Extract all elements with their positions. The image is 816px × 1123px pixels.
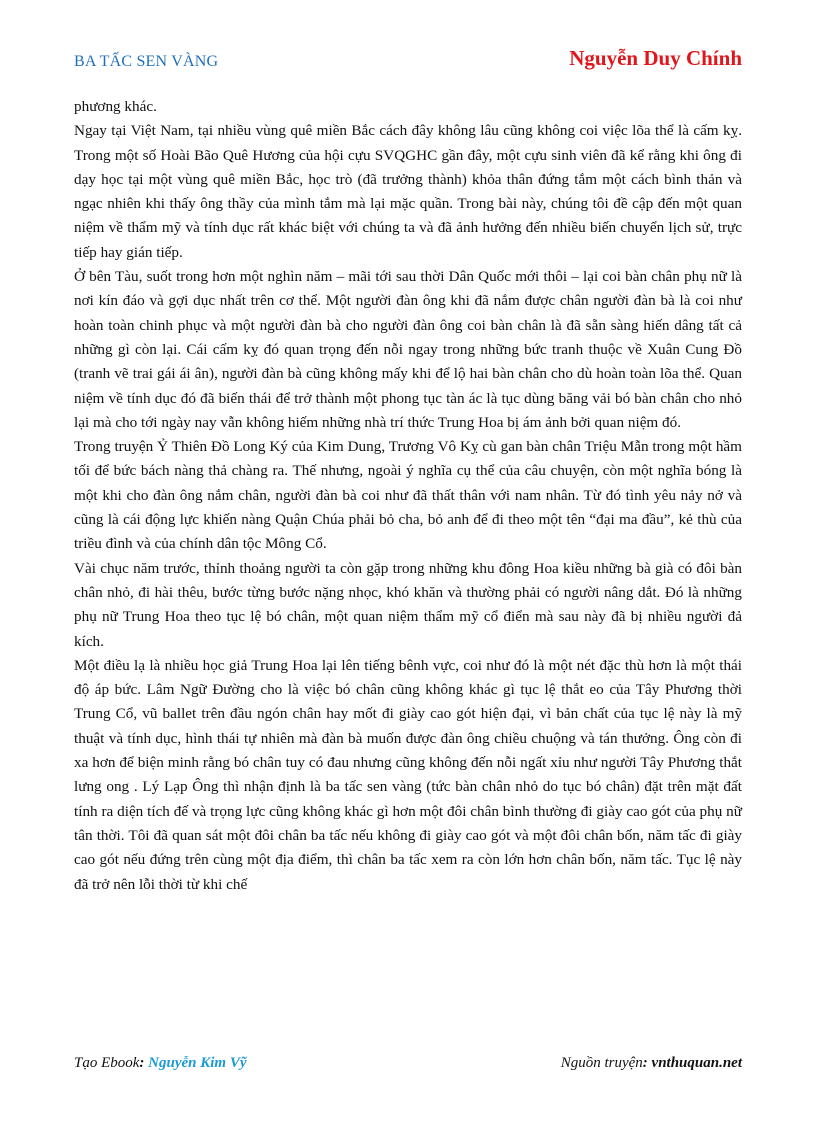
source-site: vnthuquan.net <box>651 1055 742 1071</box>
paragraph: phương khác. <box>74 98 157 115</box>
paragraph: Trong truyện Ỷ Thiên Đồ Long Ký của Kim Dung, Trương Vô Kỵ cù gan bàn chân Triệu Mẫn trong một hầm tối để bức bách nàng thả chàng ra. Thế nhưng, ngoài ý nghĩa cụ thể của câu chuyện, còn một nghĩa bóng là một khi cho đàn ông nắm chân, người đàn bà coi như đã thất thân với nam nhân. Từ đó tình yêu nảy nở và cũng là cái động lực khiến nàng Quận Chúa phải bỏ cha, bỏ anh để đi theo một tên “đại ma đầu”, kẻ thù của triều đình và của chính dân tộc Mông Cổ. <box>74 438 742 553</box>
paragraph: Ở bên Tàu, suốt trong hơn một nghìn năm – mãi tới sau thời Dân Quốc mới thôi – lại coi bàn chân phụ nữ là nơi kín đáo và gợi dục nhất trên cơ thể. Một người đàn ông khi đã nắm được chân người đàn bà là coi như hoàn toàn chinh phục và một người đàn bà cho người đàn ông coi bàn chân là đã sẵn sàng hiến dâng tất cả những gì còn lại. Cái cấm kỵ đó quan trọng đến nỗi ngay trong những bức tranh thuộc về Xuân Cung Đồ (tranh vẽ trai gái ái ân), người đàn bà cũng không mấy khi để lộ hai bàn chân cho dù hoàn toàn lõa thể. Quan niệm về tính dục đó đã biến thái để trở thành một phong tục tàn ác là tục dùng băng vải bó bàn chân cho nhỏ lại mà cho tới ngày nay vẫn không hiếm những nhà trí thức Trung Hoa bị ám ảnh bởi quan niệm đó. <box>74 268 742 431</box>
ebook-credit-label: Tạo Ebook <box>74 1055 140 1071</box>
page-header <box>74 46 742 80</box>
paragraph: Ngay tại Việt Nam, tại nhiều vùng quê miền Bắc cách đây không lâu cũng không coi việc lõa thể là cấm kỵ. Trong một số Hoài Bão Quê Hương của hội cựu SVQGHC gần đây, một cựu sinh viên đã kể rằng khi ông đi dạy học tại một vùng quê miền Bắc, học trò (đã trưởng thành) khỏa thân đứng tắm một cách bình thản và ngạc nhiên khi thấy ông thầy của mình tắm mà lại mặc quần. Trong bài này, chúng tôi đề cập đến một quan niệm về thẩm mỹ và tính dục rất khác biệt với chúng ta và đã ảnh hưởng đến nhiều biến chuyển lịch sử, trực tiếp hay gián tiếp. <box>74 122 742 261</box>
book-title: BA TẤC SEN VÀNG <box>74 53 219 70</box>
page-body <box>74 95 742 897</box>
ebook-credit: Tạo Ebook: Nguyễn Kim Vỹ <box>74 1055 247 1071</box>
ebook-creator: Nguyễn Kim Vỹ <box>148 1055 247 1071</box>
paragraph: Một điều lạ là nhiều học giả Trung Hoa lại lên tiếng bênh vực, coi như đó là một nét đặc thù hơn là một thái độ áp bức. Lâm Ngữ Đường cho là việc bó chân cũng không khác gì tục lệ thắt eo của Tây Phương thời Trung Cổ, vũ ballet trên đầu ngón chân hay mốt đi giày cao gót hiện đại, vì bản chất của tục lệ này là mỹ thuật và tính dục, hình thái tự nhiên mà đàn bà muốn được đàn ông chiều chuộng và tán thưởng. Ông còn đi xa hơn để biện minh rằng bó chân tuy có đau nhưng cũng không đến nỗi ngất xỉu như người Tây Phương thắt lưng ong . Lý Lạp Ông thì nhận định là ba tấc sen vàng (tức bàn chân nhỏ do tục bó chân) đặt trên mặt đất tính ra diện tích đế và trọng lực cũng không khác gì hơn một đôi chân bình thường đi giày cao gót của phụ nữ tân thời. Tôi đã quan sát một đôi chân ba tấc nếu không đi giày cao gót và một đôi chân bốn, năm tấc đi giày cao gót nếu đứng trên cùng một địa điểm, thì chân ba tấc xem ra còn lớn hơn chân bốn, năm tấc. Tục lệ này đã trở nên lỗi thời từ khi chế <box>74 656 742 893</box>
source-credit: Nguồn truyện: vnthuquan.net <box>560 1055 742 1071</box>
author-name: Nguyễn Duy Chính <box>569 46 742 70</box>
paragraph: Vài chục năm trước, thỉnh thoảng người ta còn gặp trong những khu đông Hoa kiều những bà già có đôi bàn chân nhỏ, đi hài thêu, bước từng bước nặng nhọc, khó khăn và thường phải có người nâng dắt. Đó là những phụ nữ Trung Hoa theo tục lệ bó chân, một quan niệm thẩm mỹ cổ điển mà sau này đã bị nhiều người đả kích. <box>74 559 742 650</box>
source-credit-label: Nguồn truyện <box>560 1055 643 1071</box>
